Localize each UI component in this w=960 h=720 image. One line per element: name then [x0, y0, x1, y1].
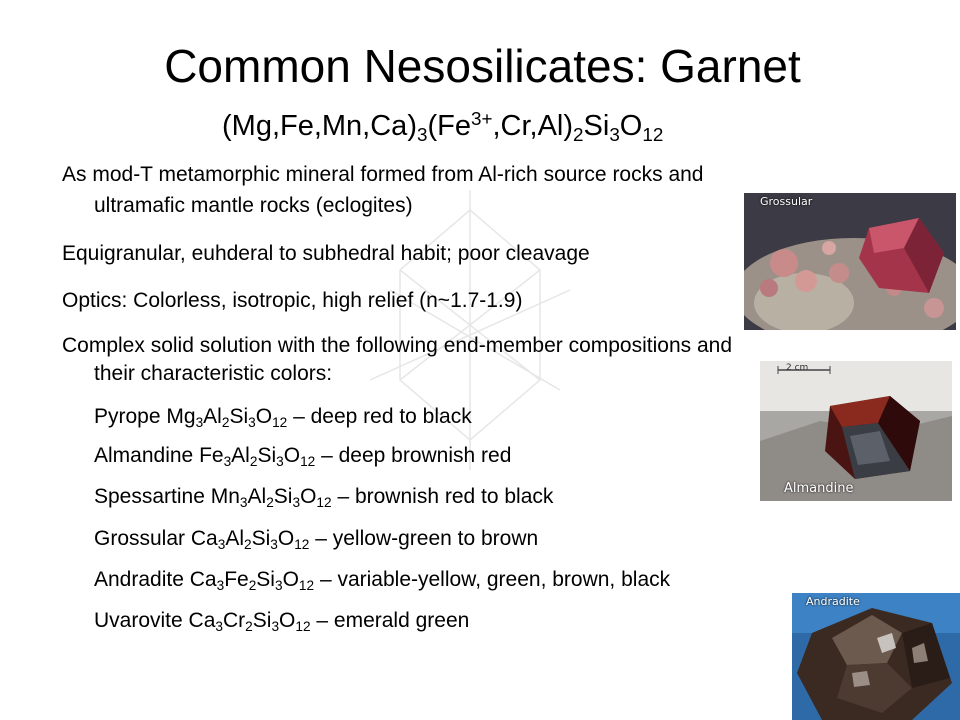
end-member-name: Uvarovite: [94, 609, 189, 632]
end-member-formula: $Ca_3Al_2Si_3O_{12}$: [190, 527, 310, 553]
almandine-scale-label: 2 cm: [786, 363, 809, 373]
end-member-name: Grossular: [94, 527, 191, 550]
bullet-solid-solution-line2: their characteristic colors:: [94, 362, 333, 385]
almandine-label: Almandine: [784, 481, 854, 496]
bullet-formation-line1: As mod-T metamorphic mineral formed from Al-rich source rocks and: [62, 163, 704, 186]
end-member-row: [94, 484, 553, 510]
slide-title: Common Nesosilicates: Garnet: [164, 40, 801, 92]
garnet-general-formula: $(Mg,Fe,Mn,Ca)_3(Fe^{3+},Cr,Al)_2Si_3O_{12}$: [222, 107, 664, 146]
end-member-formula: $Ca_3Cr_2Si_3O_{12}$: [188, 609, 311, 635]
end-member-color-description: – yellow-green to brown: [309, 527, 539, 550]
end-member-row: [94, 526, 538, 552]
end-member-color-description: – deep brownish red: [315, 444, 512, 467]
grossular-photo: [744, 193, 956, 330]
end-member-row: [94, 608, 469, 634]
bullet-optics: Optics: Colorless, isotropic, high relief (n~1.7-1.9): [62, 289, 523, 312]
end-member-row: [94, 443, 511, 469]
end-member-formula: $Mg_3Al_2Si_3O_{12}$: [166, 405, 288, 431]
end-member-formula: $Mn_3Al_2Si_3O_{12}$: [210, 485, 332, 511]
end-member-name: Andradite: [94, 568, 190, 591]
end-member-color-description: – brownish red to black: [331, 485, 554, 508]
end-member-color-description: – deep red to black: [287, 405, 472, 428]
end-member-row: [94, 567, 670, 593]
end-member-name: Spessartine: [94, 485, 211, 508]
end-member-color-description: – emerald green: [310, 609, 470, 632]
end-member-row: [94, 404, 472, 430]
end-member-name: Almandine: [94, 444, 200, 467]
grossular-label: Grossular: [760, 195, 813, 208]
andradite-label: Andradite: [806, 595, 860, 608]
crystal-axes-watermark: [330, 180, 610, 480]
bullet-formation-line2: ultramafic mantle rocks (eclogites): [94, 194, 413, 217]
bullet-solid-solution-line1: Complex solid solution with the following end-member compositions and: [62, 334, 733, 357]
bullet-habit: Equigranular, euhderal to subhedral habit; poor cleavage: [62, 242, 590, 265]
andradite-photo: [792, 593, 960, 720]
end-member-color-description: – variable-yellow, green, brown, black: [314, 568, 671, 591]
almandine-photo: [760, 361, 952, 501]
end-member-formula: $Fe_3Al_2Si_3O_{12}$: [199, 444, 316, 470]
end-member-formula: $Ca_3Fe_2Si_3O_{12}$: [189, 568, 315, 594]
end-member-name: Pyrope: [94, 405, 167, 428]
